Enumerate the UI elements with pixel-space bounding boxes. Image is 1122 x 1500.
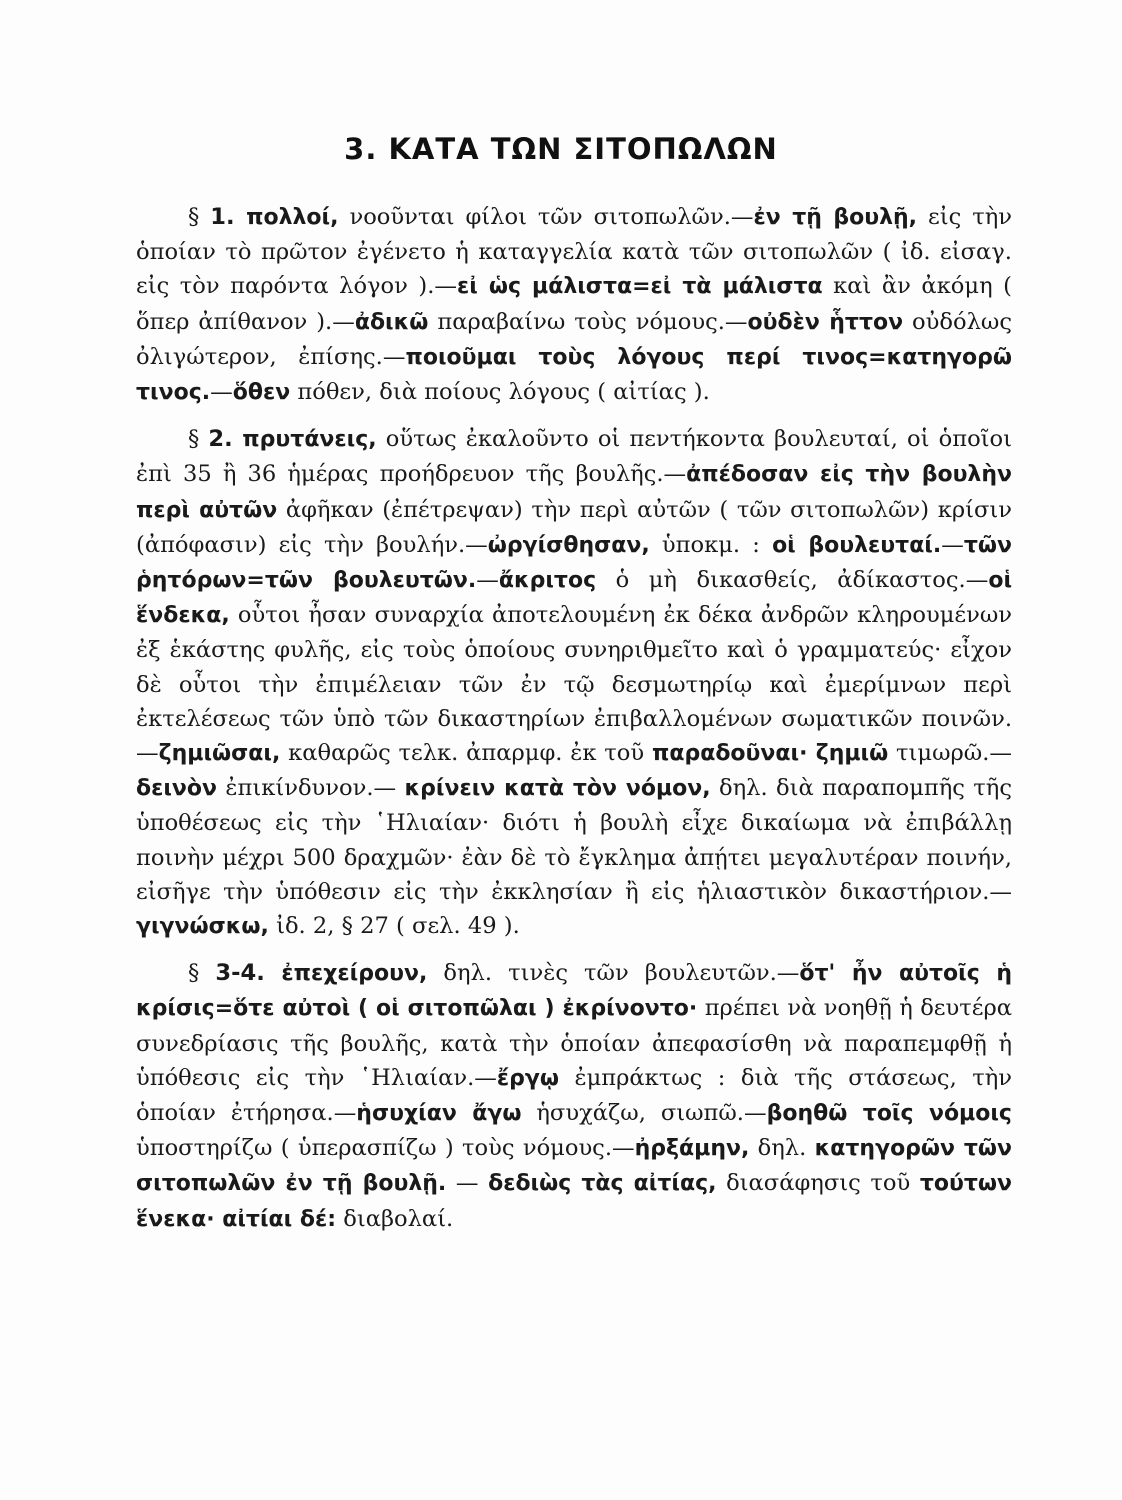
gloss-text: —	[210, 379, 233, 406]
gloss-text: διασάφησις τοῦ	[716, 1170, 920, 1197]
lemma-term: κατηγορῶν τῶν σιτοπωλῶν ἐν τῇ βουλῇ.	[136, 1136, 1012, 1197]
gloss-text: —	[476, 567, 499, 594]
lemma-term: ἐπεχείρουν,	[264, 961, 428, 987]
gloss-text: ὑποστηρίζω ( ὑπερασπίζω ) τοὺς νόμους.—	[136, 1135, 635, 1162]
section-number: 2.	[208, 426, 233, 453]
gloss-text: ὑποκμ. :	[649, 531, 773, 558]
lemma-term: οἱ βουλευταί.	[772, 532, 942, 558]
gloss-text: πρέπει νὰ νοηθῇ ἡ δευτέρα συνεδρίασις τῆς βουλῆς, κατὰ τὴν ὁποίαν ἀπεφασίσθη νὰ παραπεμφθῇ ἡ ὑπόθεσις εἰς τὴν ῾Ηλιαίαν.—	[136, 995, 1012, 1091]
gloss-text: §	[188, 426, 209, 453]
lemma-term: ποιοῦμαι τοὺς λόγους περί τινος=κατηγορῶ τινος.	[136, 344, 1012, 406]
gloss-text: δηλ. τινὲς τῶν βουλευτῶν.—	[427, 960, 800, 987]
lemma-term: πολλοί,	[234, 205, 339, 230]
paragraph	[136, 422, 1012, 944]
lemma-term: γιγνώσκω,	[136, 914, 269, 940]
gloss-text: —	[941, 531, 964, 558]
gloss-text: ἡσυχάζω, σιωπῶ.—	[521, 1100, 767, 1127]
gloss-text: ὁ μὴ δικασθείς, ἀδίκαστος.—	[596, 567, 989, 594]
paragraph	[136, 200, 1012, 410]
section-number: 1.	[210, 204, 235, 230]
lemma-term: ὅτ' ἦν αὐτοῖς ἡ κρίσις=ὅτε αὐτοὶ ( οἱ σιτοπῶλαι ) ἐκρίνοντο·	[136, 961, 1012, 1022]
paragraph	[136, 956, 1012, 1237]
gloss-text: καὶ ἂν ἀκόμη ( ὅπερ ἀπίθανον ).—	[136, 273, 1012, 335]
lemma-term: οἱ ἕνδεκα,	[136, 568, 1013, 629]
gloss-text: δηλ. διὰ παραπομπῆς τῆς ὑποθέσεως εἰς τὴν ῾Ηλιαίαν· διότι ἡ βουλὴ εἶχε δικαίωμα νὰ ἐπιβάλλῃ ποινὴν μέχρι 500 δραχμῶν· ἐὰν δὲ τὸ ἔγκλημα ἀπῄτει μεγαλυτέραν ποινήν, εἰσῆγε τὴν ὑπόθεσιν εἰς τὴν ἐκκλησίαν ἢ εἰς ἡλιαστικὸν δικαστήριον.—	[136, 775, 1013, 905]
lemma-term: ὅθεν	[232, 380, 291, 406]
commentary-body	[136, 200, 1012, 1237]
gloss-text: τιμωρῶ.—	[888, 740, 1012, 767]
lemma-term: δεδιὼς τὰς αἰτίας,	[488, 1171, 717, 1197]
lemma-term: ἄκριτος	[498, 568, 597, 594]
gloss-text: νοοῦνται φίλοι τῶν σιτοπωλῶν.—	[338, 204, 754, 230]
lemma-term: παραδοῦναι· ζημιῶ	[651, 741, 889, 767]
lemma-term: οὐδὲν ἧττον	[747, 309, 904, 335]
gloss-text: §	[188, 960, 216, 987]
lemma-term: δεινὸν	[136, 776, 218, 802]
gloss-text: πόθεν, διὰ ποίους λόγους ( αἰτίας ).	[290, 379, 710, 406]
lemma-term: ἠρξάμην,	[634, 1136, 750, 1162]
lemma-term: ὠργίσθησαν,	[487, 532, 650, 558]
lemma-term: ἔργῳ	[496, 1065, 559, 1091]
gloss-text: ἐπικίνδυνον.—	[217, 775, 405, 802]
section-number: 3-4.	[215, 960, 265, 987]
gloss-text: δηλ.	[749, 1135, 815, 1162]
section-title: 3. ΚΑΤΑ ΤΩΝ ΣΙΤΟΠΩΛΩΝ	[344, 132, 778, 166]
lemma-term: εἰ ὡς μάλιστα=εἰ τὰ μάλιστα	[457, 274, 823, 300]
gloss-text: ἐμπράκτως : διὰ τῆς στάσεως, τὴν ὁποίαν ἐτήρησα.—	[136, 1064, 1012, 1127]
gloss-text: —	[446, 1170, 489, 1197]
gloss-text: διαβολαί.	[336, 1205, 454, 1232]
lemma-term: πρυτάνεις,	[232, 427, 377, 453]
gloss-text: ἰδ. 2, § 27 ( σελ. 49 ).	[268, 913, 520, 940]
gloss-text: καθαρῶς τελκ. ἀπαρμφ. ἐκ τοῦ	[280, 740, 652, 767]
lemma-term: ἀπέδοσαν εἰς τὴν βουλὴν περὶ αὐτῶν	[136, 462, 1012, 523]
lemma-term: ἡσυχίαν ἄγω	[356, 1101, 522, 1127]
gloss-text: οὗτοι ἦσαν συναρχία ἀποτελουμένη ἐκ δέκα ἀνδρῶν κληρουμένων ἐξ ἑκάστης φυλῆς, εἰς τοὺς ὁποίους συνηριθμεῖτο καὶ ὁ γραμματεύς· εἶχον δὲ οὗτοι τὴν ἐπιμέλειαν τῶν ἐν τῷ δεσμωτηρίῳ καὶ ἐμερίμνων περὶ ἐκτελέσεως τῶν ὑπὸ τῶν δικαστηρίων ἐπιβαλλομένων σωματικῶν ποινῶν.—	[136, 602, 1012, 767]
lemma-term: ζημιῶσαι,	[158, 741, 281, 767]
gloss-text: εἰς τὴν ὁποίαν τὸ πρῶτον ἐγένετο ἡ καταγγελία κατὰ τῶν σιτοπωλῶν ( ἰδ. εἰσαγ. εἰς τὸν παρόντα λόγον ).—	[136, 204, 1012, 300]
lemma-term: ἐν τῇ βουλῇ,	[753, 205, 918, 230]
gloss-text: οὕτως ἐκαλοῦντο οἱ πεντήκοντα βουλευταί, οἱ ὁποῖοι ἐπὶ 35 ἢ 36 ἡμέρας προήδρευον τῆς βουλῆς.—	[136, 426, 1012, 488]
lemma-term: τούτων ἕνεκα· αἰτίαι δέ:	[136, 1171, 1012, 1232]
lemma-term: βοηθῶ τοῖς νόμοις	[766, 1101, 1012, 1127]
gloss-text: παραβαίνω τοὺς νόμους.—	[428, 308, 748, 335]
lemma-term: ἀδικῶ	[354, 309, 429, 335]
lemma-term: κρίνειν κατὰ τὸν νόμον,	[404, 776, 711, 802]
gloss-text: οὐδόλως ὀλιγώτερον, ἐπίσης.—	[136, 308, 1012, 370]
gloss-text: §	[188, 204, 211, 230]
lemma-term: τῶν ῥητόρων=τῶν βουλευτῶν.	[136, 532, 1012, 594]
gloss-text: ἀφῆκαν (ἐπέτρεψαν) τὴν περὶ αὐτῶν ( τῶν σιτοπωλῶν) κρίσιν (ἀπόφασιν) εἰς τὴν βουλήν.—	[136, 496, 1012, 558]
